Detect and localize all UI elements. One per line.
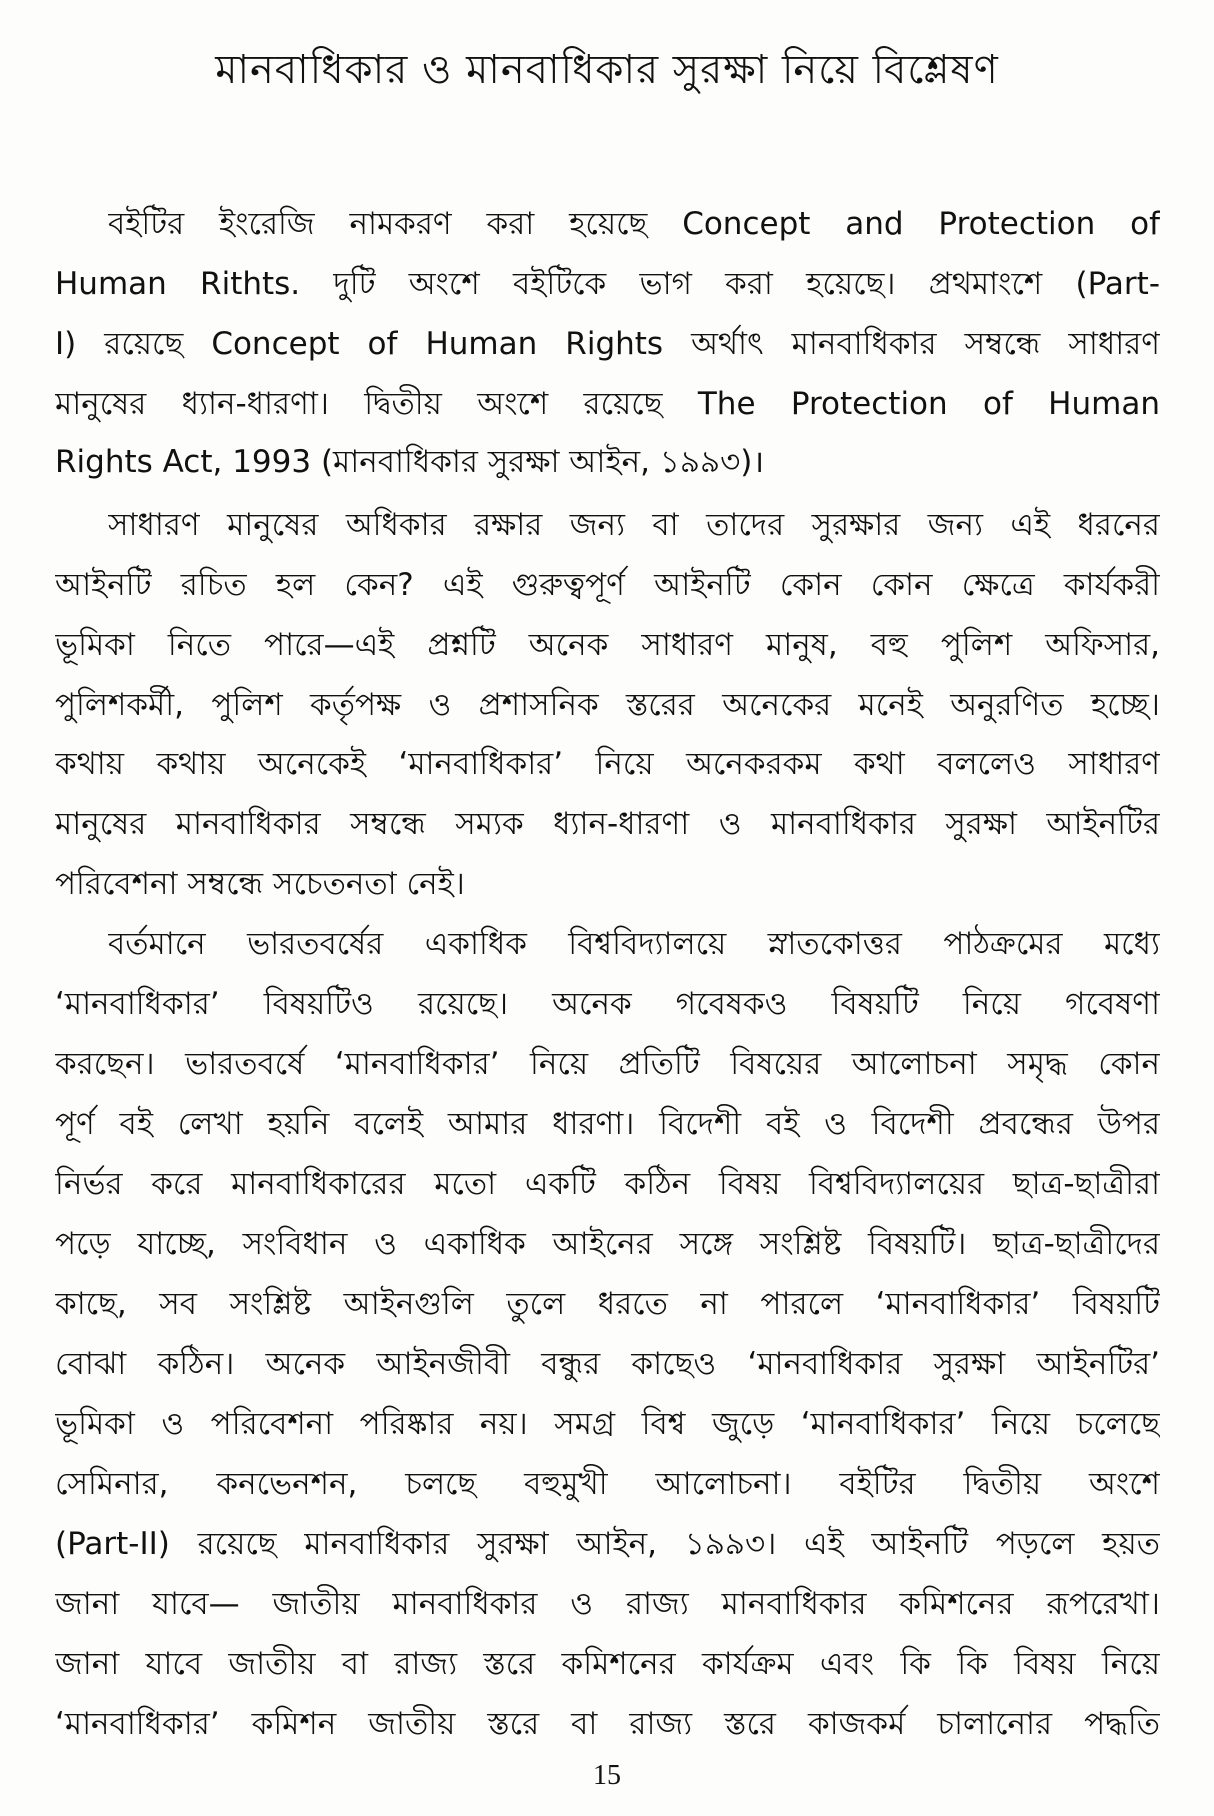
text-line: পূর্ণ বই লেখা হয়নি বলেই আমার ধারণা। বিদেশী বই ও বিদেশী প্রবন্ধের উপর: [55, 1106, 1160, 1142]
text-line: বোঝা কঠিন। অনেক আইনজীবী বন্ধুর কাছেও ‘মানবাধিকার সুরক্ষা আইনটির’: [55, 1346, 1160, 1382]
text-line: জানা যাবে জাতীয় বা রাজ্য স্তরে কমিশনের কার্যক্রম এবং কি কি বিষয় নিয়ে: [55, 1646, 1160, 1682]
text-line: পরিবেশনা সম্বন্ধে সচেতনতা নেই।: [55, 866, 465, 902]
text-line: মানুষের ধ্যান-ধারণা। দ্বিতীয় অংশে রয়েছে The Protection of Human: [55, 386, 1160, 422]
text-line: Human Rithts. দুটি অংশে বইটিকে ভাগ করা হয়েছে। প্রথমাংশে (Part-: [55, 266, 1160, 302]
text-line: কথায় কথায় অনেকেই ‘মানবাধিকার’ নিয়ে অনেকরকম কথা বললেও সাধারণ: [55, 746, 1160, 782]
text-line: পুলিশকর্মী, পুলিশ কর্তৃপক্ষ ও প্রশাসনিক স্তরের অনেকের মনেই অনুরণিত হচ্ছে।: [55, 687, 1160, 723]
text-line: ‘মানবাধিকার’ বিষয়টিও রয়েছে। অনেক গবেষকও বিষয়টি নিয়ে গবেষণা: [55, 986, 1160, 1022]
text-line: মানুষের মানবাধিকার সম্বন্ধে সম্যক ধ্যান-ধারণা ও মানবাধিকার সুরক্ষা আইনটির: [55, 806, 1160, 842]
page-title: মানবাধিকার ও মানবাধিকার সুরক্ষা নিয়ে বিশ্লেষণ: [215, 47, 999, 93]
text-line: কাছে, সব সংশ্লিষ্ট আইনগুলি তুলে ধরতে না পারলে ‘মানবাধিকার’ বিষয়টি: [55, 1286, 1160, 1322]
text-line: Rights Act, 1993 (মানবাধিকার সুরক্ষা আইন, ১৯৯৩)।: [55, 444, 765, 480]
text-line: ‘মানবাধিকার’ কমিশন জাতীয় স্তরে বা রাজ্য স্তরে কাজকর্ম চালানোর পদ্ধতি: [55, 1706, 1160, 1742]
text-line: নির্ভর করে মানবাধিকারের মতো একটি কঠিন বিষয় বিশ্ববিদ্যালয়ের ছাত্র-ছাত্রীরা: [55, 1166, 1160, 1202]
text-line: ভূমিকা ও পরিবেশনা পরিষ্কার নয়। সমগ্র বিশ্ব জুড়ে ‘মানবাধিকার’ নিয়ে চলেছে: [55, 1406, 1160, 1442]
text-line: (Part-II) রয়েছে মানবাধিকার সুরক্ষা আইন, ১৯৯৩। এই আইনটি পড়লে হয়ত: [55, 1526, 1160, 1562]
text-line: করছেন। ভারতবর্ষে ‘মানবাধিকার’ নিয়ে প্রতিটি বিষয়ের আলোচনা সমৃদ্ধ কোন: [55, 1046, 1160, 1082]
text-line: পড়ে যাচ্ছে, সংবিধান ও একাধিক আইনের সঙ্গে সংশ্লিষ্ট বিষয়টি। ছাত্র-ছাত্রীদের: [55, 1226, 1160, 1262]
text-line: আইনটি রচিত হল কেন? এই গুরুত্বপূর্ণ আইনটি কোন কোন ক্ষেত্রে কার্যকরী: [55, 567, 1160, 603]
page-number: 15: [593, 1760, 621, 1791]
text-line: ভূমিকা নিতে পারে—এই প্রশ্নটি অনেক সাধারণ মানুষ, বহু পুলিশ অফিসার,: [55, 627, 1160, 663]
text-line: বইটির ইংরেজি নামকরণ করা হয়েছে Concept and Protection of: [108, 206, 1160, 242]
text-line: সাধারণ মানুষের অধিকার রক্ষার জন্য বা তাদের সুরক্ষার জন্য এই ধরনের: [108, 507, 1160, 543]
text-line: জানা যাবে— জাতীয় মানবাধিকার ও রাজ্য মানবাধিকার কমিশনের রূপরেখা।: [55, 1586, 1160, 1622]
text-line: I) রয়েছে Concept of Human Rights অর্থাৎ মানবাধিকার সম্বন্ধে সাধারণ: [55, 326, 1160, 362]
text-line: বর্তমানে ভারতবর্ষের একাধিক বিশ্ববিদ্যালয়ে স্নাতকোত্তর পাঠক্রমের মধ্যে: [108, 926, 1160, 962]
text-line: সেমিনার, কনভেনশন, চলছে বহুমুখী আলোচনা। বইটির দ্বিতীয় অংশে: [55, 1466, 1160, 1502]
